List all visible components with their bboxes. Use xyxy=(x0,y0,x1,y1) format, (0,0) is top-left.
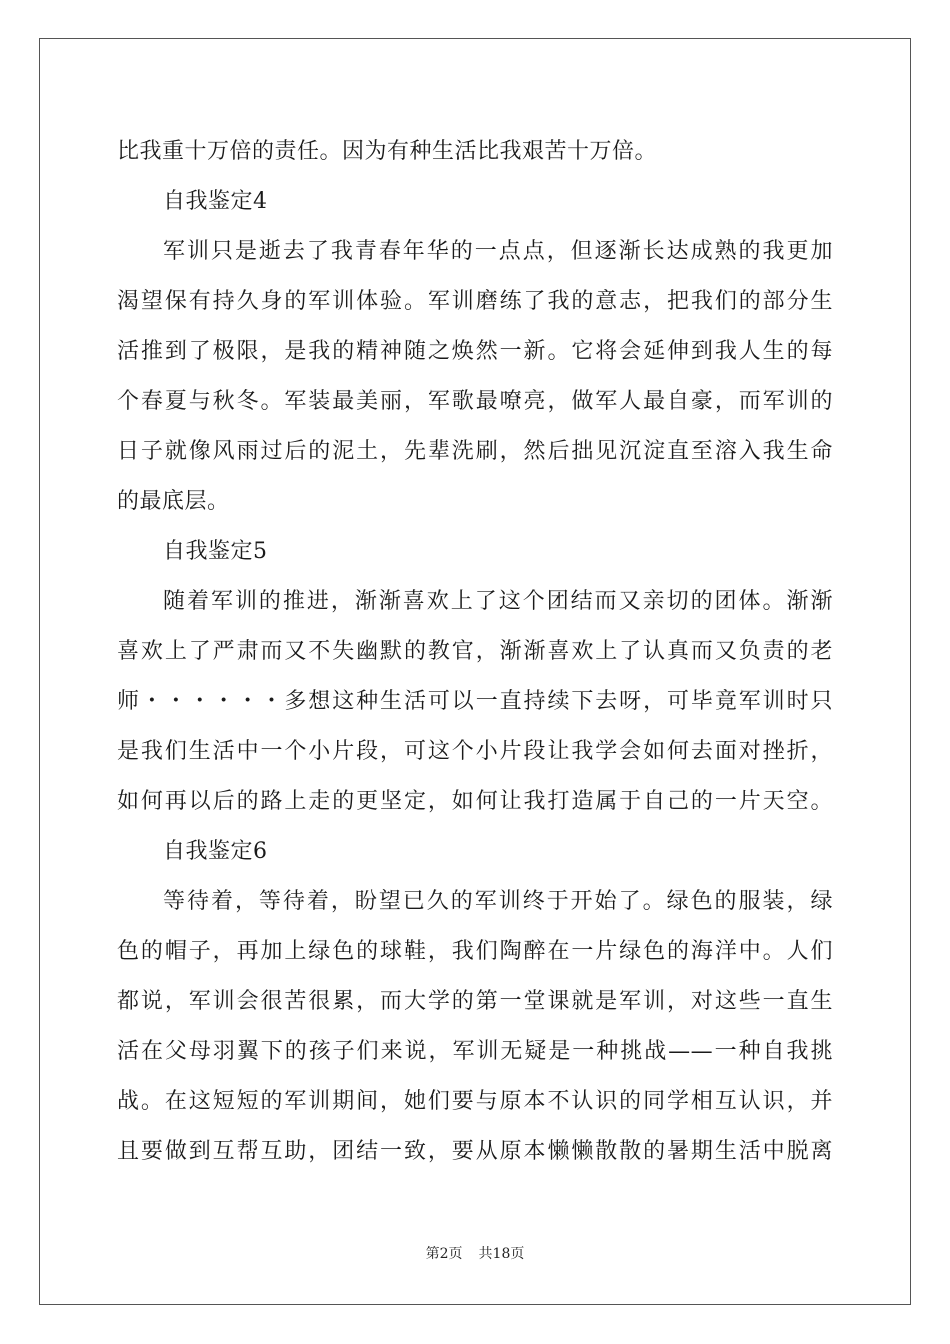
paragraph-line: 随着军训的推进，渐渐喜欢上了这个团结而又亲切的团体。渐渐 xyxy=(163,589,833,614)
paragraph-line: 的最底层。 xyxy=(117,489,230,514)
paragraph-line: 都说，军训会很苦很累，而大学的第一堂课就是军训，对这些一直生 xyxy=(117,989,833,1014)
paragraph-line: 活推到了极限，是我的精神随之焕然一新。它将会延伸到我人生的每 xyxy=(117,339,833,364)
section-heading: 自我鉴定4 xyxy=(163,189,268,214)
paragraph-line: 喜欢上了严肃而又不失幽默的教官，渐渐喜欢上了认真而又负责的老 xyxy=(117,639,833,664)
paragraph-line: 如何再以后的路上走的更坚定，如何让我打造属于自己的一片天空。 xyxy=(117,789,833,814)
total-pages: 共18页 xyxy=(478,1246,525,1262)
paragraph-line: 师・・・・・・多想这种生活可以一直持续下去呀，可毕竟军训时只 xyxy=(117,689,833,714)
paragraph-line: 战。在这短短的军训期间，她们要与原本不认识的同学相互认识，并 xyxy=(117,1089,833,1114)
paragraph-line: 个春夏与秋冬。军装最美丽，军歌最嘹亮，做军人最自豪，而军训的 xyxy=(117,389,833,414)
section-heading: 自我鉴定5 xyxy=(163,539,268,564)
page-number: 第2页 xyxy=(425,1246,463,1262)
paragraph-line: 比我重十万倍的责任。因为有种生活比我艰苦十万倍。 xyxy=(117,139,658,164)
section-heading: 自我鉴定6 xyxy=(163,839,268,864)
paragraph-line: 渴望保有持久身的军训体验。军训磨练了我的意志，把我们的部分生 xyxy=(117,289,833,314)
paragraph-line: 等待着，等待着，盼望已久的军训终于开始了。绿色的服装，绿 xyxy=(163,889,833,914)
paragraph-line: 且要做到互帮互助，团结一致，要从原本懒懒散散的暑期生活中脱离 xyxy=(117,1139,833,1164)
paragraph-line: 色的帽子，再加上绿色的球鞋，我们陶醉在一片绿色的海洋中。人们 xyxy=(117,939,833,964)
paragraph-line: 日子就像风雨过后的泥土，先辈洗刷，然后拙见沉淀直至溶入我生命 xyxy=(117,439,833,464)
page-footer xyxy=(0,1244,950,1264)
paragraph-line: 军训只是逝去了我青春年华的一点点，但逐渐长达成熟的我更加 xyxy=(163,239,833,264)
paragraph-line: 活在父母羽翼下的孩子们来说，军训无疑是一种挑战——一种自我挑 xyxy=(117,1039,833,1064)
paragraph-line: 是我们生活中一个小片段，可这个小片段让我学会如何去面对挫折， xyxy=(117,739,833,764)
